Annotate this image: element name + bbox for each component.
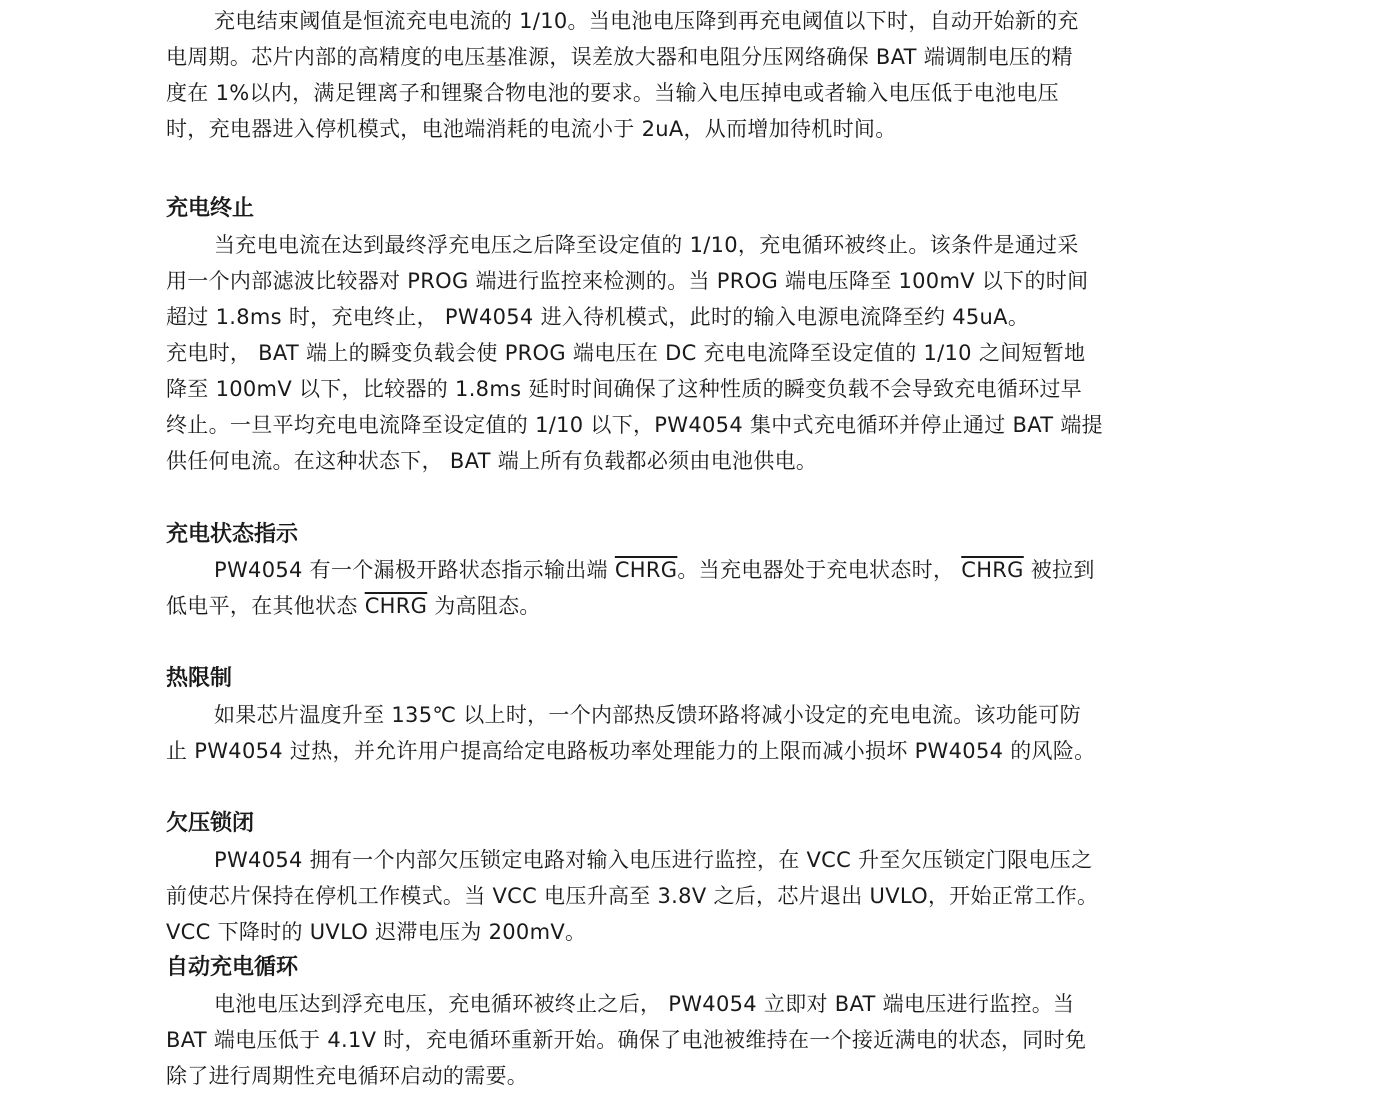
intro-line-1: 充电结束阈值是恒流充电电流的 1/10。当电池电压降到再充电阈值以下时，自动开始新的充 (214, 9, 1079, 33)
recharge-line-1: 电池电压达到浮充电压，充电循环被终止之后， PW4054 立即对 BAT 端电压进行监控。当 (214, 992, 1075, 1016)
intro-line-3: 度在 1%以内，满足锂离子和锂聚合物电池的要求。当输入电压掉电或者输入电压低于电池电压 (166, 81, 1059, 105)
intro-line-2: 电周期。芯片内部的高精度的电压基准源，误差放大器和电阻分压网络确保 BAT 端调制电压的精 (166, 45, 1073, 69)
termination-line-6: 终止。一旦平均充电电流降至设定值的 1/10 以下，PW4054 集中式充电循环并停止通过 BAT 端提 (166, 413, 1103, 437)
section-heading-termination: 充电终止 (166, 196, 255, 221)
section-heading-status: 充电状态指示 (166, 522, 299, 547)
section-heading-thermal: 热限制 (166, 666, 233, 691)
status-line-2 (166, 588, 1211, 624)
section-heading-recharge: 自动充电循环 (166, 955, 299, 980)
status-text-d: 低电平，在其他状态 (166, 594, 365, 618)
status-text-c: 被拉到 (1023, 558, 1095, 582)
chrg-pin-label: CHRG (961, 558, 1024, 582)
termination-line-2: 用一个内部滤波比较器对 PROG 端进行监控来检测的。当 PROG 端电压降至 100mV 以下的时间 (166, 269, 1089, 293)
termination-line-3: 超过 1.8ms 时，充电终止， PW4054 进入待机模式，此时的输入电源电流降至约 45uA。 (166, 305, 1030, 329)
status-text-a: PW4054 有一个漏极开路状态指示输出端 (214, 558, 615, 582)
recharge-line-2: BAT 端电压低于 4.1V 时，充电循环重新开始。确保了电池被维持在一个接近满电的状态，同时免 (166, 1028, 1087, 1052)
uvlo-line-1: PW4054 拥有一个内部欠压锁定电路对输入电压进行监控，在 VCC 升至欠压锁定门限电压之 (214, 848, 1093, 872)
thermal-line-1: 如果芯片温度升至 135℃ 以上时，一个内部热反馈环路将减小设定的充电电流。该功能可防 (214, 703, 1081, 727)
chrg-pin-label: CHRG (614, 558, 678, 582)
intro-line-4: 时，充电器进入停机模式，电池端消耗的电流小于 2uA，从而增加待机时间。 (166, 117, 897, 141)
termination-line-4: 充电时， BAT 端上的瞬变负载会使 PROG 端电压在 DC 充电电流降至设定值的 1/10 之间短暂地 (166, 341, 1086, 365)
termination-line-5: 降至 100mV 以下，比较器的 1.8ms 延时时间确保了这种性质的瞬变负载不会导致充电循环过早 (166, 377, 1083, 401)
section-heading-uvlo: 欠压锁闭 (166, 811, 255, 836)
uvlo-line-3: VCC 下降时的 UVLO 迟滞电压为 200mV。 (166, 920, 587, 944)
status-text-e: 为高阻态。 (427, 594, 541, 618)
status-line-1 (166, 552, 1259, 588)
termination-line-7: 供任何电流。在这种状态下， BAT 端上所有负载都必须由电池供电。 (166, 449, 818, 473)
thermal-line-2: 止 PW4054 过热，并允许用户提高给定电路板功率处理能力的上限而减小损坏 PW4054 的风险。 (166, 739, 1096, 763)
status-text-b: 。当充电器处于充电状态时， (677, 558, 962, 582)
chrg-pin-label: CHRG (364, 594, 428, 618)
recharge-line-3: 除了进行周期性充电循环启动的需要。 (166, 1064, 529, 1088)
uvlo-line-2: 前使芯片保持在停机工作模式。当 VCC 电压升高至 3.8V 之后，芯片退出 UVLO，开始正常工作。 (166, 884, 1099, 908)
termination-line-1: 当充电电流在达到最终浮充电压之后降至设定值的 1/10，充电循环被终止。该条件是通过采 (214, 233, 1079, 257)
